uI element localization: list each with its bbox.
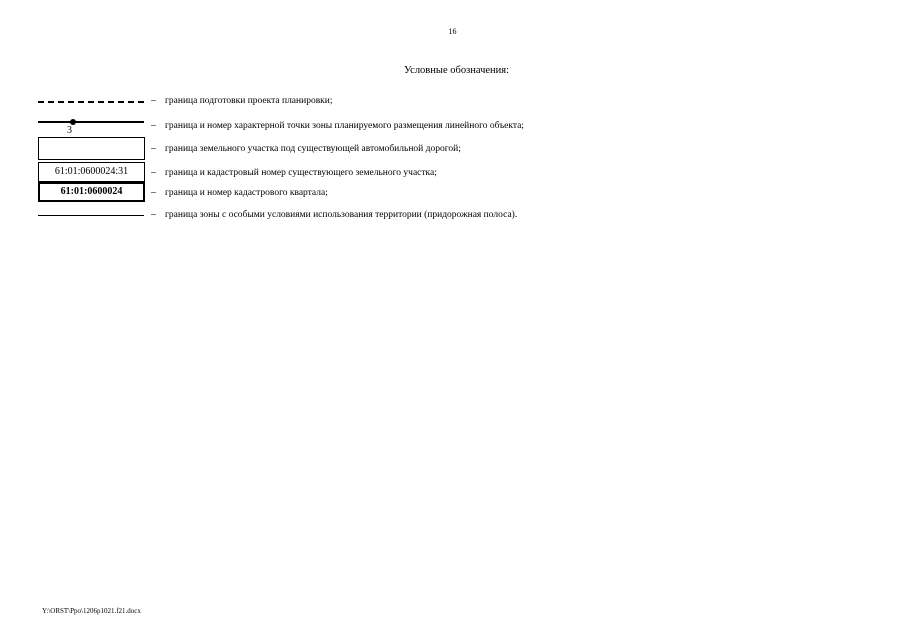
legend-item-land-plot-road (0, 137, 905, 161)
legend-item-cadastral-quarter (0, 182, 905, 206)
cadastral-quarter-symbol (38, 182, 146, 206)
legend-item-special-zone (0, 204, 905, 228)
legend-description: граница и кадастровый номер существующего земельного участка; (165, 168, 437, 178)
rectangle-symbol (38, 137, 146, 161)
legend-separator: – (151, 120, 156, 131)
legend-separator: – (151, 143, 156, 154)
legend-description: граница и номер кадастрового квартала; (165, 188, 328, 198)
legend-separator: – (151, 187, 156, 198)
point-number: 3 (67, 125, 72, 136)
thick-line-point-symbol (38, 113, 146, 137)
legend-description: граница подготовки проекта планировки; (165, 96, 333, 106)
thin-line (38, 215, 144, 216)
page-number: 16 (448, 27, 457, 36)
legend-description: граница земельного участка под существующей автомобильной дорогой; (165, 144, 461, 154)
empty-rectangle (38, 137, 145, 160)
legend-title: Условные обозначения: (403, 65, 509, 76)
legend-description: граница зоны с особыми условиями использования территории (придорожная полоса). (165, 210, 518, 220)
legend-description: граница и номер характерной точки зоны планируемого размещения линейного объекта; (165, 121, 524, 131)
legend-separator: – (151, 95, 156, 106)
file-path: Y:\ORST\Ppo\1206p1021.f21.docx (42, 607, 141, 615)
thin-line-symbol (38, 204, 146, 228)
legend-item-characteristic-point (0, 113, 905, 137)
legend-separator: – (151, 167, 156, 178)
legend-separator: – (151, 209, 156, 220)
dashed-line (38, 101, 144, 103)
cadastral-quarter-box: 61:01:0600024 (38, 182, 145, 202)
cadastral-plot-box: 61:01:0600024:31 (38, 162, 145, 182)
thick-line (38, 121, 144, 123)
